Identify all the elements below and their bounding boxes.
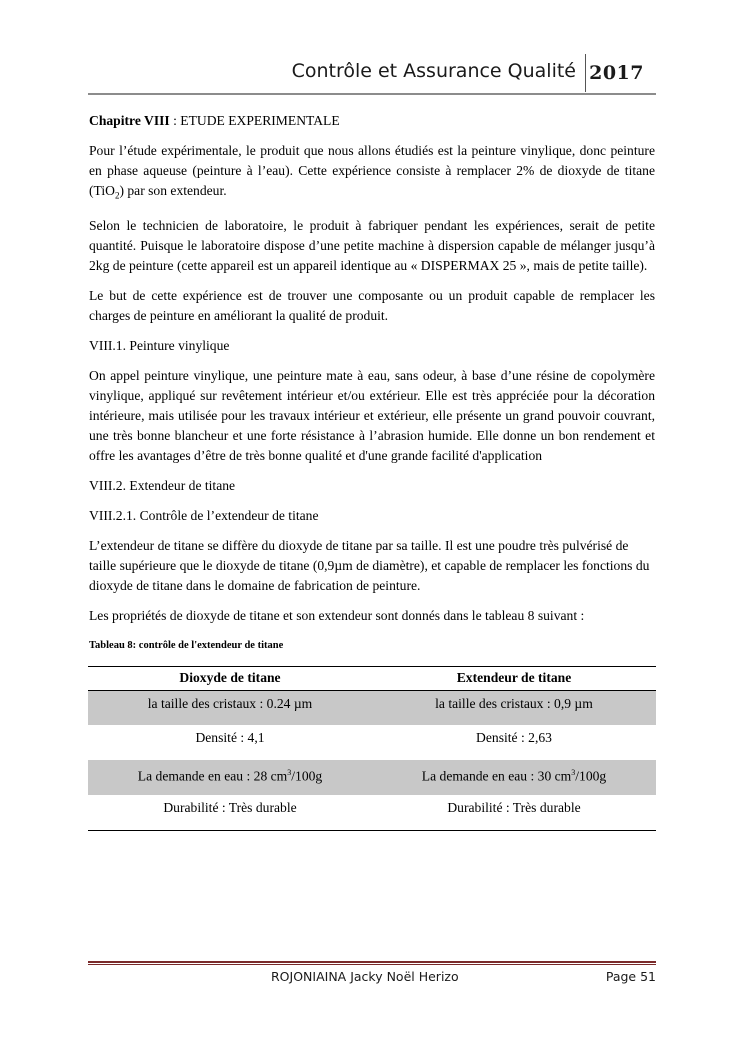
section-heading-extender: VIII.2. Extendeur de titane	[89, 477, 236, 493]
paragraph-lab: Selon le technicien de laboratoire, le produit à fabriquer pendant les expériences, serait de petite quantité. Puisque le laboratoire dispose d’une petite machine à dispersion capable de mélanger jusqu’à 2kg de peinture (cette appareil est un appareil identique au « DISPERMAX 25 », mais de petite taille).	[89, 217, 655, 273]
section-heading-vinyl: VIII.1. Peinture vinylique	[89, 337, 230, 353]
table-header-extender: Extendeur de titane	[372, 666, 656, 690]
paragraph-intro-text-end: ) par son extendeur.	[119, 183, 227, 198]
table-cell: Densité : 4,1	[195, 730, 265, 746]
table-cell-superscript: 3	[287, 768, 292, 778]
footer-author: ROJONIAINA Jacky Noël Herizo	[271, 969, 459, 984]
footer-rule	[88, 961, 656, 963]
table-row	[88, 725, 656, 760]
table-cell	[88, 760, 372, 795]
table-cell: Densité : 2,63	[476, 730, 552, 746]
paragraph-goal: Le but de cette expérience est de trouver une composante ou un produit capable de remplacer les charges de peinture en améliorant la qualité de produit.	[89, 287, 655, 323]
header-title: Contrôle et Assurance Qualité	[291, 60, 576, 82]
document-body	[89, 111, 655, 831]
paragraph-vinyl: On appel peinture vinylique, une peinture mate à eau, sans odeur, à base d’une résine de copolymère vinylique, appliqué sur revêtement intérieur et/ou extérieur. Elle est très appréciée pour la décoration intérieure, mais utilisée pour les travaux intérieur et extérieur, elle présente un grand pouvoir couvrant, une très bonne blancheur et une forte résistance à l’abrasion humide. Elle donne un bon rendement et offre les avantages d’être de très bonne qualité et d'une grande facilité d'application	[89, 367, 655, 463]
table-row	[88, 795, 656, 830]
table-cell: la taille des cristaux : 0,9 µm	[372, 690, 656, 725]
subsection-heading-control: VIII.2.1. Contrôle de l’extendeur de titane	[89, 507, 319, 523]
table-cell-text: La demande en eau : 28 cm	[137, 768, 288, 784]
table-row	[88, 690, 656, 725]
footer-page-number: Page 51	[605, 969, 656, 984]
paragraph-table-intro: Les propriétés de dioxyde de titane et son extendeur sont donnés dans le tableau 8 suivant :	[89, 607, 585, 623]
table-header-dioxide: Dioxyde de titane	[88, 666, 372, 690]
table-cell-unit: /100g	[291, 768, 323, 784]
properties-table	[88, 666, 656, 831]
table-cell: Durabilité : Très durable	[372, 795, 656, 830]
chapter-separator: :	[169, 113, 181, 128]
chapter-title: ETUDE EXPERIMENTALE	[180, 113, 340, 128]
chapter-label: Chapitre VIII	[89, 113, 170, 128]
table-cell: Durabilité : Très durable	[88, 795, 372, 830]
table-header-row	[88, 666, 656, 690]
paragraph-extender: L’extendeur de titane se diffère du dioxyde de titane par sa taille. Il est une poudre très pulvérisé de taille supérieure que le dioxyde de titane (0,9µm de diamètre), et capable de remplacer les fonctions du dioxyde de titane dans le domaine de fabrication de peinture.	[89, 537, 650, 593]
table-row	[88, 760, 656, 795]
table-cell-superscript: 3	[571, 768, 576, 778]
table-caption: Tableau 8: contrôle de l'extendeur de titane	[89, 639, 284, 651]
footer-rule-thin	[88, 964, 656, 965]
table-cell-unit: /100g	[575, 768, 607, 784]
header-rule	[88, 93, 656, 95]
paragraph-intro	[89, 141, 655, 206]
chapter-heading	[89, 111, 655, 131]
paragraph-intro-text: Pour l’étude expérimentale, le produit que nous allons étudiés est la peinture vinylique, donc peinture en phase aqueuse (peinture à l’eau). Cette expérience consiste à remplacer 2% de dioxyde de titane (TiO	[89, 143, 655, 198]
header-separator	[585, 54, 586, 92]
header-year: 2017	[589, 62, 644, 84]
page-header	[88, 54, 656, 94]
table-cell	[372, 760, 656, 795]
table-cell-text: La demande en eau : 30 cm	[421, 768, 572, 784]
paragraph-intro-subscript: 2	[114, 190, 120, 201]
table-cell: la taille des cristaux : 0.24 µm	[88, 690, 372, 725]
